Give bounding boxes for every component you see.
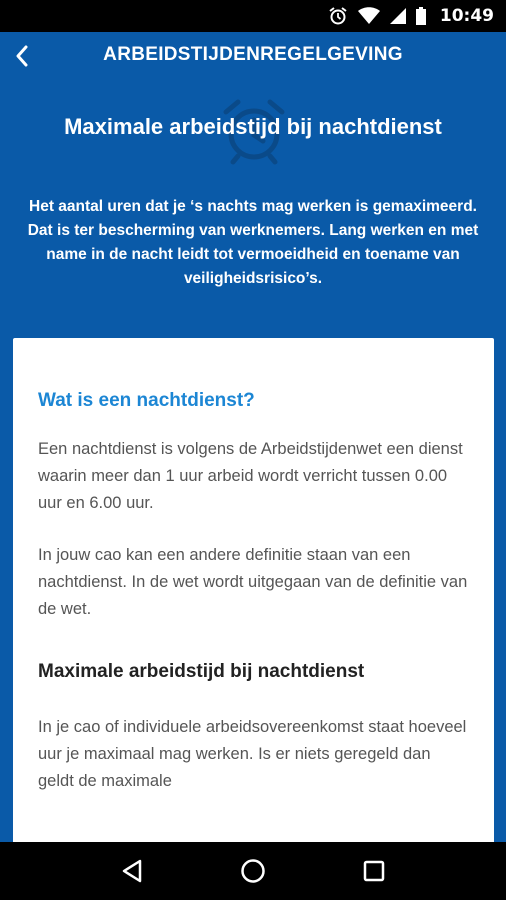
paragraph-cao: In jouw cao kan een andere definitie staan van een nachtdienst. In de wet wordt uitgegaan van de definitie van de wet. xyxy=(38,546,468,618)
intro-text: Het aantal uren dat je ‘s nachts mag werken is gemaximeerd. Dat is ter bescherming van werknemers. Lang werken en met name in de nacht leidt tot vermoeidheid en toename van veiligheidsrisico’s. xyxy=(27,198,479,287)
signal-icon xyxy=(390,8,406,24)
status-time: 10:49 xyxy=(439,6,494,26)
paragraph-definition: Een nachtdienst is volgens de Arbeidstijdenwet een dienst waarin meer dan 1 uur arbeid wordt verricht tussen 0.00 uur en 6.00 uur. xyxy=(38,440,463,512)
alarm-icon xyxy=(328,6,348,26)
wifi-icon xyxy=(358,7,380,25)
header xyxy=(0,32,506,340)
content-card xyxy=(13,338,494,848)
nav-recents-button[interactable] xyxy=(354,851,394,891)
home-circle-icon xyxy=(240,858,266,884)
section-heading-nachtdienst: Wat is een nachtdienst? xyxy=(38,390,255,411)
recents-square-icon xyxy=(363,860,385,882)
navigation-bar xyxy=(0,842,506,900)
back-triangle-icon xyxy=(121,859,143,883)
section-heading-max-arbeidstijd: Maximale arbeidstijd bij nachtdienst xyxy=(38,661,365,682)
page-title: Maximale arbeidstijd bij nachtdienst xyxy=(64,114,442,139)
battery-icon xyxy=(416,7,426,25)
app-title: ARBEIDSTIJDENREGELGEVING xyxy=(103,44,403,65)
status-bar xyxy=(0,0,506,32)
nav-back-button[interactable] xyxy=(112,851,152,891)
nav-home-button[interactable] xyxy=(233,851,273,891)
paragraph-max-hours: In je cao of individuele arbeidsovereenkomst staat hoeveel uur je maximaal mag werken. Is er niets geregeld dan geldt de maximale xyxy=(38,718,467,790)
